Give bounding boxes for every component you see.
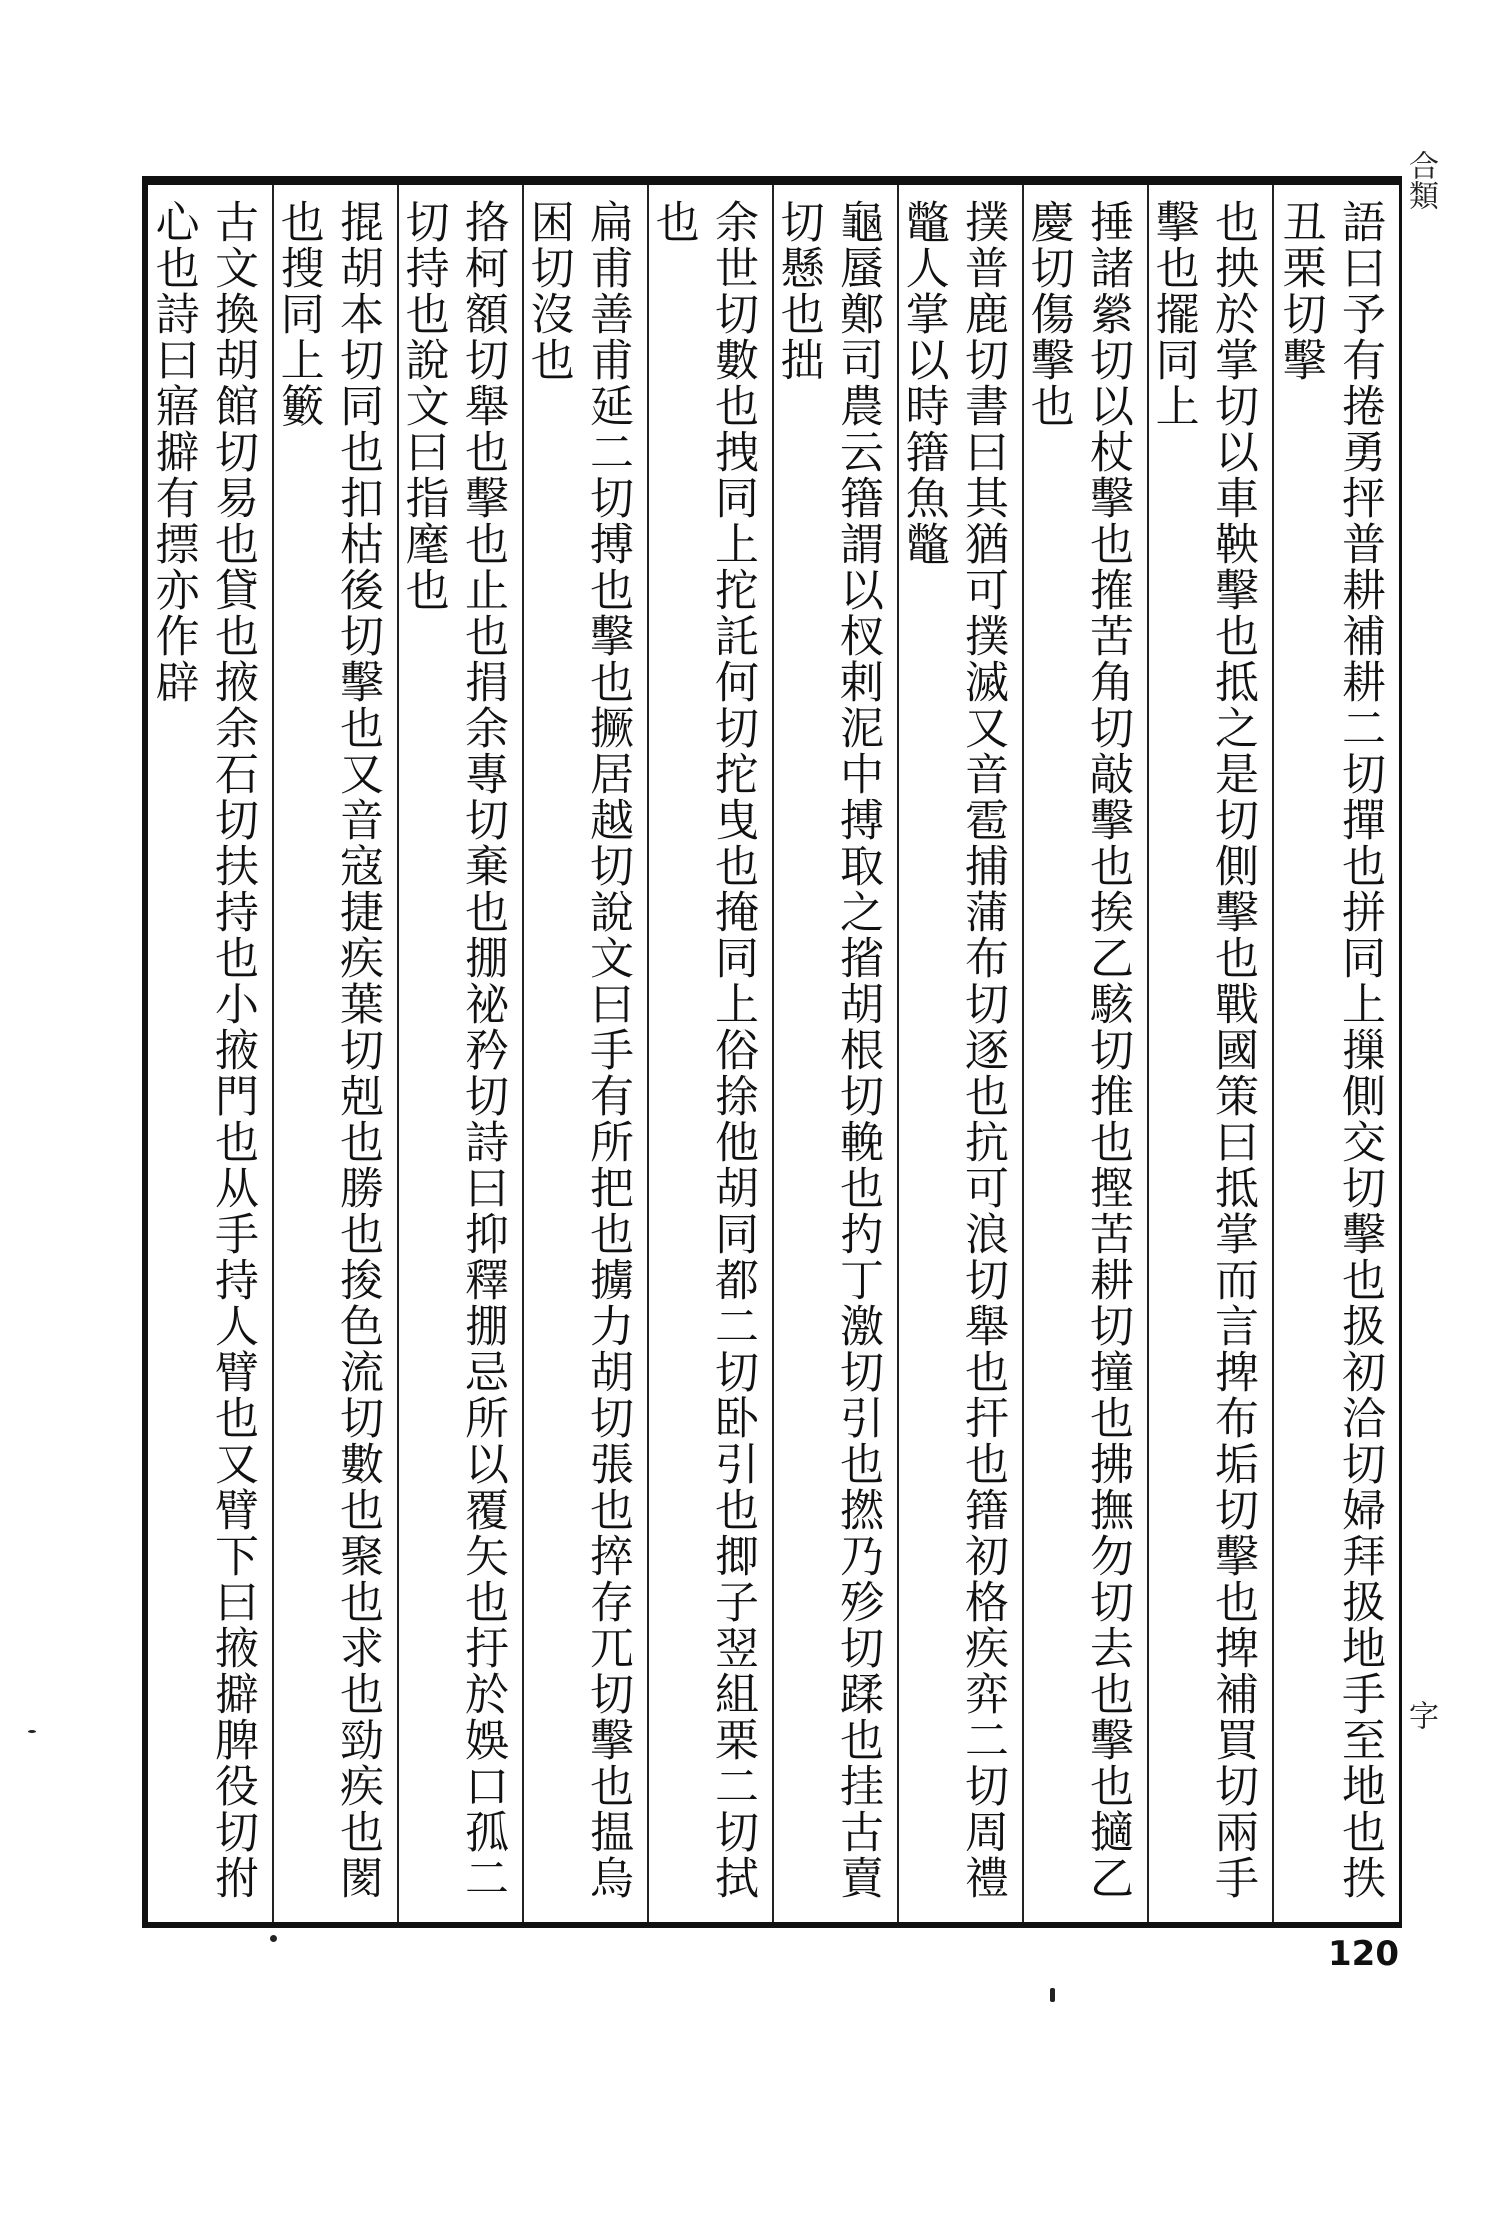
edge-text-top: 合類 [1403,150,1438,210]
text-column-7: 扁甫善甫延二切搏也擊也撅居越切說文曰手有所把也擄力胡切張也捽存兀切擊也揾烏困切沒也 [517,185,649,1922]
ink-speck [28,1730,36,1733]
ink-speck [1050,1988,1055,2002]
edge-text-bottom: 字 [1403,1700,1438,1730]
text-column-5: 龜蜃鄭司農云簎謂以杈剌泥中搏取之㨘胡根切輓也扚丁激切引也撚乃殄切蹂也挂古賣切懸也拙 [767,185,899,1922]
text-column-9: 掍胡本切同也扣枯後切擊也又音寇捷疾葉切剋也勝也捘色流切數也聚也求也勁疾也閡也搜同上籔 [267,185,399,1922]
page-number: 120 [1328,1934,1399,1974]
text-column-1: 語曰予有捲勇抨普耕補耕二切撣也拼同上摷側交切擊也扱初洽切婦拜扱地手至地也抶丑栗切擊 [1274,199,1385,1901]
text-column-2: 也抰於掌切以車鞅擊也抵之是切側擊也戰國策曰抵掌而言捭布垢切擊也捭補買切兩手擊也擺同上 [1142,185,1274,1922]
page-frame [142,176,1402,1928]
ink-speck [270,1935,277,1942]
text-column-4: 撲普鹿切書曰其猶可撲滅又音雹捕蒲布切逐也抗可浪切舉也扞也簎初格疾弈二切周禮鼈人掌以時簎魚鼈 [892,185,1024,1922]
text-column-10: 古文換胡館切易也貸也掖余石切扶持也小掖門也从手持人臂也又臂下曰掖擗脾役切拊心也詩曰寤擗有摽亦作辟 [146,185,274,1922]
text-column-6: 余世切數也拽同上拕託何切拕曳也掩同上俗捈他胡同都二切卧引也揤子翌組栗二切拭也 [642,185,774,1922]
text-column-8: 挌柯額切舉也擊也止也捐余專切棄也掤祕矜切詩曰抑釋掤忌所以覆矢也扜於娛口孤二切持也說文曰指麾也 [392,185,524,1922]
text-column-3: 捶諸縈切以杖擊也搉苦角切敲擊也挨乙駭切推也摼苦耕切撞也拂撫勿切去也擊也擿乙慶切傷擊也 [1017,185,1149,1922]
